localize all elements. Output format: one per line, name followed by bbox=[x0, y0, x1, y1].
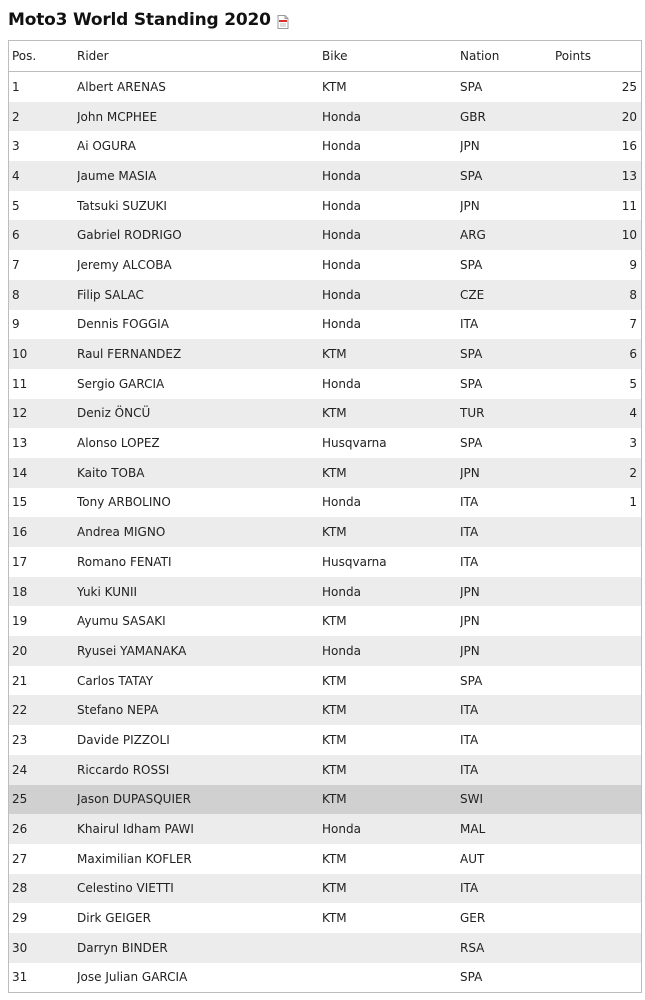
cell-bike: Honda bbox=[322, 139, 361, 154]
cell-bike: KTM bbox=[322, 614, 347, 629]
table-row bbox=[9, 874, 641, 904]
cell-points bbox=[555, 517, 641, 547]
cell-rider: Jaume MASIA bbox=[77, 161, 322, 191]
cell-bike: Honda bbox=[322, 577, 460, 607]
cell-pos: 15 bbox=[12, 495, 28, 510]
cell-pos: 3 bbox=[12, 139, 20, 154]
cell-pos: 29 bbox=[12, 911, 28, 926]
cell-pos: 18 bbox=[9, 577, 77, 607]
cell-nation: SPA bbox=[460, 79, 483, 94]
table-row bbox=[9, 963, 641, 993]
cell-bike: KTM bbox=[322, 911, 347, 926]
cell-rider: Romano FENATI bbox=[77, 554, 172, 569]
cell-nation: SWI bbox=[460, 785, 555, 815]
cell-points bbox=[555, 785, 641, 815]
cell-nation: ITA bbox=[460, 517, 555, 547]
cell-points bbox=[555, 606, 641, 636]
cell-bike: KTM bbox=[322, 851, 347, 866]
cell-pos: 22 bbox=[9, 695, 77, 725]
table-row bbox=[9, 72, 641, 102]
cell-nation: JPN bbox=[460, 198, 480, 213]
cell-points bbox=[555, 725, 641, 755]
table-row bbox=[9, 903, 641, 933]
table-row bbox=[9, 755, 641, 785]
table-row bbox=[9, 131, 641, 161]
cell-bike: KTM bbox=[322, 79, 347, 94]
cell-pos: 25 bbox=[9, 785, 77, 815]
cell-rider: Tony ARBOLINO bbox=[77, 495, 171, 510]
cell-bike: Honda bbox=[322, 220, 460, 250]
table-row bbox=[9, 488, 641, 518]
table-row bbox=[9, 666, 641, 696]
cell-rider: Jeremy ALCOBA bbox=[77, 257, 172, 272]
cell-points: 2 bbox=[555, 458, 641, 488]
cell-points: 25 bbox=[621, 79, 637, 94]
cell-pos: 31 bbox=[12, 970, 28, 985]
cell-bike: Honda bbox=[322, 161, 460, 191]
standings-table bbox=[9, 41, 641, 992]
cell-pos: 30 bbox=[9, 933, 77, 963]
cell-rider: Andrea MIGNO bbox=[77, 517, 322, 547]
cell-pos: 10 bbox=[9, 339, 77, 369]
cell-nation: ITA bbox=[460, 732, 479, 747]
cell-points: 8 bbox=[555, 280, 641, 310]
cell-nation: JPN bbox=[460, 458, 555, 488]
pdf-document-icon[interactable] bbox=[277, 14, 289, 28]
cell-bike: KTM bbox=[322, 673, 347, 688]
cell-rider: Alonso LOPEZ bbox=[77, 436, 160, 451]
title-row bbox=[8, 6, 289, 34]
cell-nation: ITA bbox=[460, 317, 479, 332]
cell-bike: Honda bbox=[322, 280, 460, 310]
cell-bike: Honda bbox=[322, 257, 361, 272]
cell-bike: Honda bbox=[322, 636, 460, 666]
cell-points bbox=[555, 874, 641, 904]
cell-bike: Husqvarna bbox=[322, 554, 387, 569]
cell-points bbox=[555, 577, 641, 607]
cell-nation: SPA bbox=[460, 436, 483, 451]
cell-rider: Deniz ÖNCÜ bbox=[77, 399, 322, 429]
cell-points: 3 bbox=[629, 436, 637, 451]
cell-pos: 6 bbox=[9, 220, 77, 250]
cell-nation: GER bbox=[460, 911, 486, 926]
cell-rider: Yuki KUNII bbox=[77, 577, 322, 607]
cell-rider: Stefano NEPA bbox=[77, 695, 322, 725]
cell-nation: SPA bbox=[460, 376, 483, 391]
table-row bbox=[9, 636, 641, 666]
cell-points bbox=[555, 755, 641, 785]
table-row bbox=[9, 339, 641, 369]
page-title: Moto3 World Standing 2020 bbox=[8, 10, 271, 30]
table-row bbox=[9, 695, 641, 725]
cell-bike: KTM bbox=[322, 874, 460, 904]
cell-rider: Celestino VIETTI bbox=[77, 874, 322, 904]
cell-bike: Husqvarna bbox=[322, 436, 387, 451]
cell-points bbox=[555, 963, 641, 993]
cell-bike: KTM bbox=[322, 785, 460, 815]
cell-rider: Kaito TOBA bbox=[77, 458, 322, 488]
cell-pos: 20 bbox=[9, 636, 77, 666]
header-bike: Bike bbox=[322, 41, 460, 72]
table-row bbox=[9, 577, 641, 607]
cell-rider: Davide PIZZOLI bbox=[77, 732, 170, 747]
cell-pos: 7 bbox=[12, 257, 20, 272]
cell-bike: Honda bbox=[322, 376, 361, 391]
cell-bike: KTM bbox=[322, 399, 460, 429]
header-rider: Rider bbox=[77, 41, 322, 72]
cell-nation: AUT bbox=[460, 851, 485, 866]
cell-bike: Honda bbox=[322, 814, 460, 844]
cell-points: 20 bbox=[555, 102, 641, 132]
table-row bbox=[9, 547, 641, 577]
cell-pos: 27 bbox=[12, 851, 28, 866]
cell-rider: Albert ARENAS bbox=[77, 79, 166, 94]
header-nation: Nation bbox=[460, 41, 555, 72]
cell-nation: RSA bbox=[460, 933, 555, 963]
standings-body bbox=[9, 72, 641, 993]
header-pos: Pos. bbox=[9, 41, 77, 72]
cell-rider: Gabriel RODRIGO bbox=[77, 220, 322, 250]
cell-bike: KTM bbox=[322, 695, 460, 725]
cell-points: 11 bbox=[621, 198, 637, 213]
table-row bbox=[9, 399, 641, 429]
cell-nation: SPA bbox=[460, 970, 483, 985]
cell-points: 13 bbox=[555, 161, 641, 191]
cell-nation: ARG bbox=[460, 220, 555, 250]
cell-nation: ITA bbox=[460, 874, 555, 904]
table-row bbox=[9, 844, 641, 874]
cell-rider: Dirk GEIGER bbox=[77, 911, 151, 926]
cell-rider: Dennis FOGGIA bbox=[77, 317, 169, 332]
cell-pos: 11 bbox=[12, 376, 28, 391]
table-row bbox=[9, 280, 641, 310]
cell-nation: TUR bbox=[460, 399, 555, 429]
cell-pos: 24 bbox=[9, 755, 77, 785]
cell-pos: 9 bbox=[12, 317, 20, 332]
cell-pos: 23 bbox=[12, 732, 28, 747]
cell-rider: Ayumu SASAKI bbox=[77, 614, 166, 629]
cell-nation: ITA bbox=[460, 755, 555, 785]
cell-points bbox=[555, 933, 641, 963]
table-row bbox=[9, 161, 641, 191]
cell-nation: SPA bbox=[460, 161, 555, 191]
table-row bbox=[9, 606, 641, 636]
cell-nation: SPA bbox=[460, 673, 483, 688]
cell-rider: Filip SALAC bbox=[77, 280, 322, 310]
cell-pos: 26 bbox=[9, 814, 77, 844]
cell-rider: Raul FERNANDEZ bbox=[77, 339, 322, 369]
cell-nation: JPN bbox=[460, 139, 480, 154]
cell-rider: Carlos TATAY bbox=[77, 673, 154, 688]
table-row bbox=[9, 517, 641, 547]
table-row bbox=[9, 220, 641, 250]
cell-pos: 12 bbox=[9, 399, 77, 429]
table-row bbox=[9, 814, 641, 844]
cell-points: 4 bbox=[555, 399, 641, 429]
cell-points: 1 bbox=[629, 495, 637, 510]
cell-nation: SPA bbox=[460, 257, 483, 272]
cell-pos: 21 bbox=[12, 673, 28, 688]
table-row bbox=[9, 102, 641, 132]
table-row bbox=[9, 250, 641, 280]
cell-points bbox=[555, 636, 641, 666]
table-row bbox=[9, 725, 641, 755]
cell-rider: Riccardo ROSSI bbox=[77, 755, 322, 785]
cell-rider: Sergio GARCIA bbox=[77, 376, 165, 391]
cell-rider: Tatsuki SUZUKI bbox=[77, 198, 167, 213]
cell-pos: 16 bbox=[9, 517, 77, 547]
cell-bike: Honda bbox=[322, 495, 361, 510]
cell-points bbox=[555, 547, 641, 577]
cell-rider: Jose Julian GARCIA bbox=[77, 970, 188, 985]
cell-rider: Maximilian KOFLER bbox=[77, 851, 192, 866]
cell-pos: 1 bbox=[12, 79, 20, 94]
cell-pos: 19 bbox=[12, 614, 28, 629]
cell-pos: 28 bbox=[9, 874, 77, 904]
cell-rider: Darryn BINDER bbox=[77, 933, 322, 963]
cell-bike: Honda bbox=[322, 198, 361, 213]
cell-nation: CZE bbox=[460, 280, 555, 310]
cell-bike: Honda bbox=[322, 317, 361, 332]
cell-nation: GBR bbox=[460, 102, 555, 132]
cell-nation: ITA bbox=[460, 495, 479, 510]
cell-nation: MAL bbox=[460, 814, 555, 844]
cell-pos: 13 bbox=[12, 436, 28, 451]
table-row bbox=[9, 933, 641, 963]
cell-rider: Ryusei YAMANAKA bbox=[77, 636, 322, 666]
cell-points bbox=[555, 666, 641, 696]
cell-bike bbox=[322, 963, 460, 993]
header-points: Points bbox=[555, 41, 641, 72]
cell-pos: 17 bbox=[12, 554, 28, 569]
cell-nation: JPN bbox=[460, 636, 555, 666]
cell-rider: Jason DUPASQUIER bbox=[77, 785, 322, 815]
cell-pos: 2 bbox=[9, 102, 77, 132]
cell-points: 10 bbox=[555, 220, 641, 250]
cell-pos: 4 bbox=[9, 161, 77, 191]
cell-points: 7 bbox=[629, 317, 637, 332]
cell-nation: JPN bbox=[460, 577, 555, 607]
cell-points bbox=[555, 844, 641, 874]
cell-nation: JPN bbox=[460, 614, 480, 629]
cell-rider: Khairul Idham PAWI bbox=[77, 814, 322, 844]
cell-points bbox=[555, 695, 641, 725]
cell-pos: 8 bbox=[9, 280, 77, 310]
cell-bike: KTM bbox=[322, 339, 460, 369]
cell-rider: Ai OGURA bbox=[77, 139, 136, 154]
cell-pos: 14 bbox=[9, 458, 77, 488]
cell-points: 9 bbox=[629, 257, 637, 272]
cell-points: 6 bbox=[555, 339, 641, 369]
cell-bike: KTM bbox=[322, 732, 347, 747]
table-row bbox=[9, 369, 641, 399]
table-row bbox=[9, 428, 641, 458]
cell-bike: KTM bbox=[322, 517, 460, 547]
cell-nation: ITA bbox=[460, 554, 479, 569]
cell-pos: 5 bbox=[12, 198, 20, 213]
table-header-row bbox=[9, 41, 641, 72]
cell-bike bbox=[322, 933, 460, 963]
table-row bbox=[9, 458, 641, 488]
standings-table-container bbox=[8, 40, 642, 993]
cell-nation: ITA bbox=[460, 695, 555, 725]
cell-bike: KTM bbox=[322, 755, 460, 785]
cell-points bbox=[555, 814, 641, 844]
cell-nation: SPA bbox=[460, 339, 555, 369]
cell-bike: Honda bbox=[322, 102, 460, 132]
cell-points bbox=[555, 903, 641, 933]
cell-points: 16 bbox=[621, 139, 637, 154]
cell-points: 5 bbox=[629, 376, 637, 391]
cell-rider: John MCPHEE bbox=[77, 102, 322, 132]
cell-bike: KTM bbox=[322, 458, 460, 488]
table-row bbox=[9, 310, 641, 340]
table-row bbox=[9, 191, 641, 221]
table-row bbox=[9, 785, 641, 815]
